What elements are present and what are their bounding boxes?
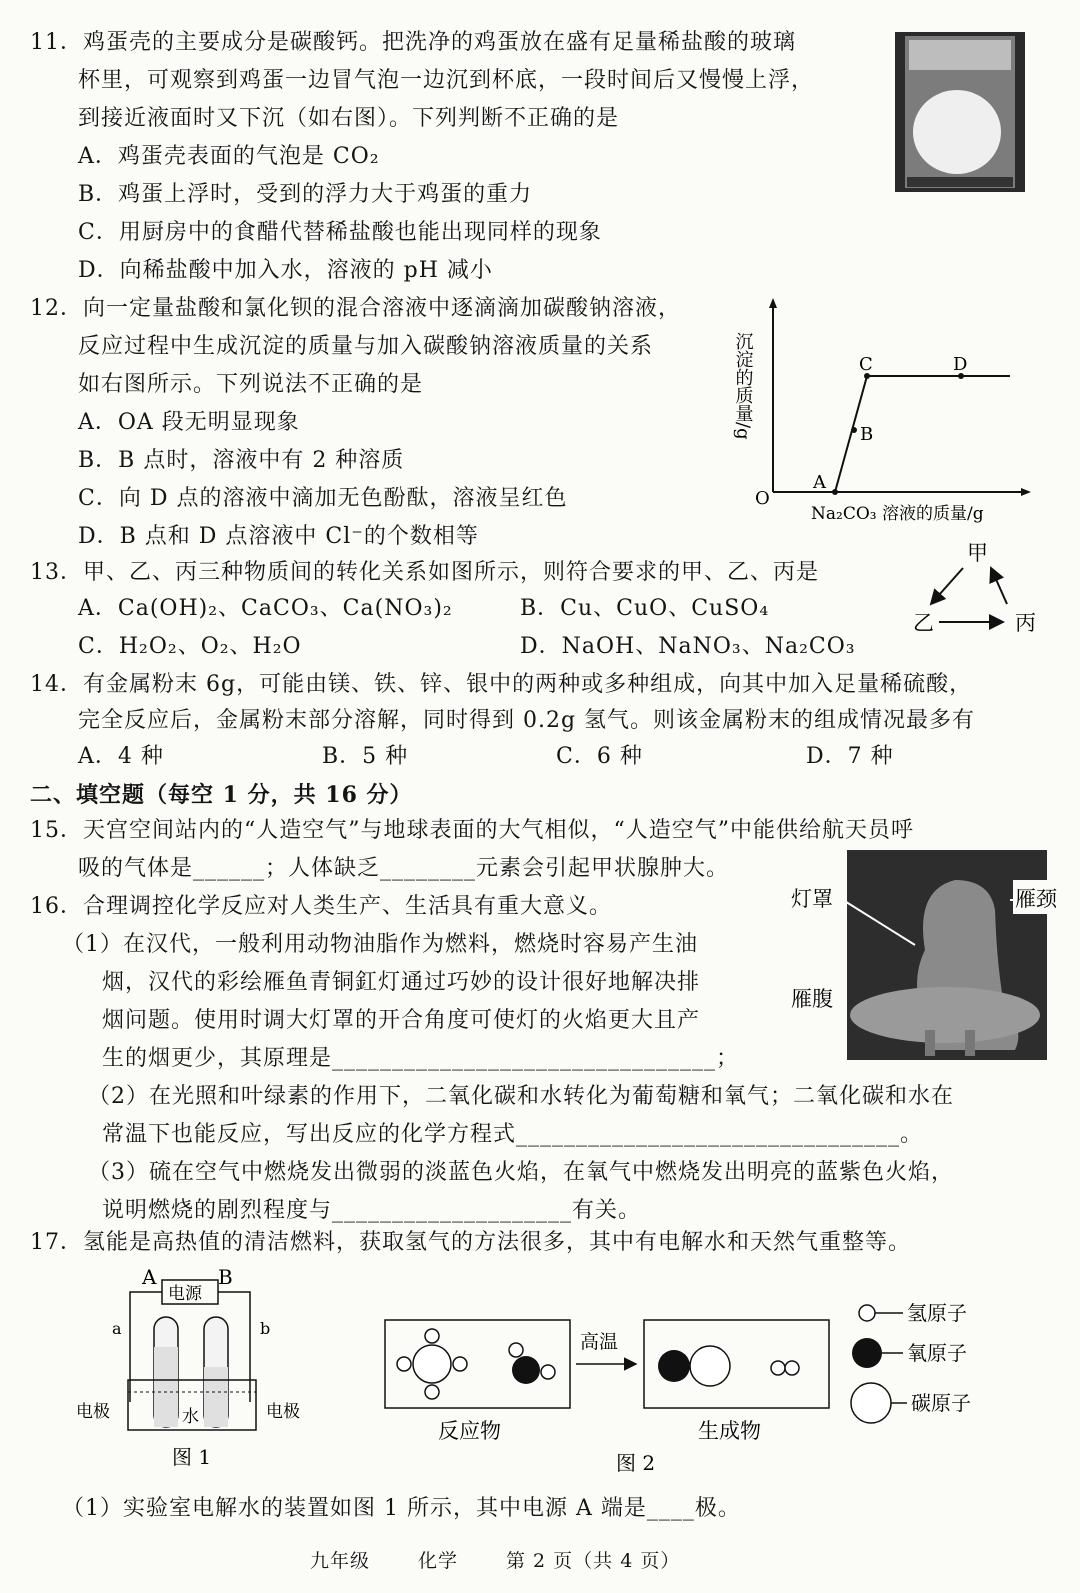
oxygen-atom-icon xyxy=(852,1338,882,1368)
triangle-right-label: 丙 xyxy=(1015,611,1036,635)
fig1-tube-a-label: a xyxy=(112,1319,122,1338)
carbon-atom-icon xyxy=(851,1383,891,1423)
lamp-belly-label: 雁腹 xyxy=(791,987,833,1011)
legend-oxygen: 氧原子 xyxy=(907,1341,967,1365)
q16-part1-line-1: （1）在汉代，一般利用动物油脂作为燃料，燃烧时容易产生油 xyxy=(62,932,698,957)
q14-stem-line-1: 14．有金属粉末 6g，可能由镁、铁、锌、银中的两种或多种组成，向其中加入足量稀硫酸， xyxy=(30,672,973,697)
footer-page: 第 2 页（共 4 页） xyxy=(506,1550,681,1572)
graph-point-b-label: B xyxy=(860,424,874,445)
q12-option-c: C．向 D 点的溶液中滴加无色酚酞，溶液呈红色 xyxy=(78,486,568,511)
atom-legend xyxy=(845,1295,1055,1435)
lamp-shade-label: 灯罩 xyxy=(791,887,833,911)
q16-part3-line-1: （3）硫在空气中燃烧发出微弱的淡蓝色火焰，在氧气中燃烧发出明亮的蓝紫色火焰， xyxy=(88,1160,954,1185)
section-2-title: 二、填空题（每空 1 分，共 16 分） xyxy=(30,782,413,808)
fig1-electrode-left-label: 电极 xyxy=(76,1402,110,1422)
q13-option-d: D．NaOH、NaNO₃、Na₂CO₃ xyxy=(520,634,856,659)
graph-point-c-label: C xyxy=(859,354,873,375)
goose-fish-lamp-photo xyxy=(785,850,1075,1060)
legend-carbon: 碳原子 xyxy=(911,1391,971,1415)
hydrogen-atom-icon xyxy=(859,1305,875,1321)
q12-stem-line-2: 反应过程中生成沉淀的质量与加入碳酸钠溶液质量的关系 xyxy=(78,334,654,359)
electrolysis-apparatus xyxy=(70,1262,320,1482)
graph-point-a-label: A xyxy=(813,472,826,493)
q16-part1-line-3: 烟问题。使用时调大灯罩的开合角度可使灯的火焰更大且产 xyxy=(102,1008,701,1033)
footer-subject: 化学 xyxy=(418,1550,459,1572)
q14-stem-line-2: 完全反应后，金属粉末部分溶解，同时得到 0.2g 氢气。则该金属粉末的组成情况最多有 xyxy=(78,708,976,733)
fig1-power-label: 电源 xyxy=(168,1284,202,1304)
fig1-terminal-a: A xyxy=(142,1265,157,1289)
graph-point-d-label: D xyxy=(953,354,968,375)
q12-stem-line-3: 如右图所示。下列说法不正确的是 xyxy=(78,372,424,397)
fig1-electrode-right-label: 电极 xyxy=(266,1402,300,1422)
q12-option-a: A．OA 段无明显现象 xyxy=(78,410,300,435)
q16-part2-line-1: （2）在光照和叶绿素的作用下，二氧化碳和水转化为葡萄糖和氧气；二氧化碳和水在 xyxy=(88,1084,954,1109)
q16-part2-line-2: 常温下也能反应，写出反应的化学方程式________________________________。 xyxy=(102,1122,924,1147)
q12-option-b: B．B 点时，溶液中有 2 种溶质 xyxy=(78,448,405,473)
lamp-neck-label: 雁颈 xyxy=(1015,887,1057,911)
footer-grade: 九年级 xyxy=(310,1550,371,1572)
q16-part1-line-4: 生的烟更少，其原理是________________________________； xyxy=(102,1046,740,1071)
graph-origin-label: O xyxy=(755,488,770,509)
triangle-left-label: 乙 xyxy=(913,611,934,635)
q14-option-d: D．7 种 xyxy=(806,744,894,769)
fig2-reactants-label: 反应物 xyxy=(438,1419,501,1443)
q11-option-c: C．用厨房中的食醋代替稀盐酸也能出现同样的现象 xyxy=(78,220,602,245)
fig1-caption: 图 1 xyxy=(172,1445,212,1469)
q13-stem: 13．甲、乙、丙三种物质间的转化关系如图所示，则符合要求的甲、乙、丙是 xyxy=(30,560,819,585)
fig2-arrow-label: 高温 xyxy=(580,1331,619,1353)
fig1-water-label: 水 xyxy=(182,1407,199,1427)
q16-part1-line-2: 烟，汉代的彩绘雁鱼青铜釭灯通过巧妙的设计很好地解决排 xyxy=(102,970,701,995)
q11-option-a: A．鸡蛋壳表面的气泡是 CO₂ xyxy=(78,144,380,169)
precipitate-curve xyxy=(773,376,1010,492)
conversion-triangle xyxy=(905,540,1045,640)
fig2-caption: 图 2 xyxy=(616,1451,656,1475)
fig1-tube-b-label: b xyxy=(260,1319,271,1338)
fig1-terminal-b: B xyxy=(218,1265,233,1289)
triangle-top-label: 甲 xyxy=(967,541,988,565)
q13-option-c: C．H₂O₂、O₂、H₂O xyxy=(78,634,302,659)
q16-intro: 16．合理调控化学反应对人类生产、生活具有重大意义。 xyxy=(30,894,612,919)
legend-hydrogen: 氢原子 xyxy=(907,1301,967,1325)
q11-option-b: B．鸡蛋上浮时，受到的浮力大于鸡蛋的重力 xyxy=(78,182,533,207)
precipitate-graph xyxy=(732,292,1035,532)
reforming-diagram xyxy=(380,1300,840,1480)
q14-option-c: C．6 种 xyxy=(556,744,643,769)
graph-y-label: 沉淀的质量/g xyxy=(732,332,754,440)
q13-option-b: B．Cu、CuO、CuSO₄ xyxy=(520,596,770,621)
q17-sub1: （1）实验室电解水的装置如图 1 所示，其中电源 A 端是____极。 xyxy=(62,1496,741,1521)
graph-x-label: Na₂CO₃ 溶液的质量/g xyxy=(811,504,984,524)
q17-stem: 17．氢能是高热值的清洁燃料，获取氢气的方法很多，其中有电解水和天然气重整等。 xyxy=(30,1230,911,1255)
q14-option-a: A．4 种 xyxy=(78,744,164,769)
q11-stem-line-3: 到接近液面时又下沉（如右图）。下列判断不正确的是 xyxy=(78,106,620,131)
q11-stem-line-1: 11．鸡蛋壳的主要成分是碳酸钙。把洗净的鸡蛋放在盛有足量稀盐酸的玻璃 xyxy=(30,30,796,55)
egg-glass-photo xyxy=(895,32,1025,192)
q12-option-d: D．B 点和 D 点溶液中 Cl⁻的个数相等 xyxy=(78,524,479,549)
q11-option-d: D．向稀盐酸中加入水，溶液的 pH 减小 xyxy=(78,258,493,283)
q14-option-b: B．5 种 xyxy=(322,744,409,769)
q16-part3-line-2: 说明燃烧的剧烈程度与____________________有关。 xyxy=(102,1198,642,1223)
q12-stem-line-1: 12．向一定量盐酸和氯化钡的混合溶液中逐滴滴加碳酸钠溶液， xyxy=(30,296,681,321)
q13-option-a: A．Ca(OH)₂、CaCO₃、Ca(NO₃)₂ xyxy=(78,596,453,621)
q15-stem-line-1: 15．天宫空间站内的“人造空气”与地球表面的大气相似，“人造空气”中能供给航天员呼 xyxy=(30,818,914,843)
q15-stem-line-2: 吸的气体是______；人体缺乏________元素会引起甲状腺肿大。 xyxy=(78,856,730,881)
fig2-products-label: 生成物 xyxy=(698,1419,761,1443)
q11-stem-line-2: 杯里，可观察到鸡蛋一边冒气泡一边沉到杯底，一段时间后又慢慢上浮， xyxy=(78,68,815,93)
